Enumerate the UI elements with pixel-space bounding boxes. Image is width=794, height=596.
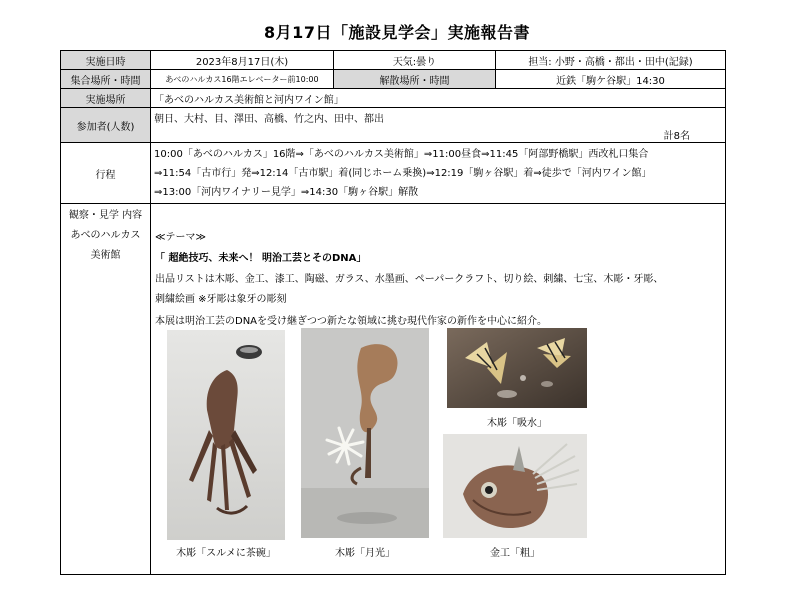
date-label: 実施日時: [61, 51, 151, 70]
row-date: [61, 51, 726, 70]
schedule-line-2: ⇒11:54「古市行」発⇒12:14「古市駅」着(同じホーム乗換)⇒12:19「駒ヶ谷駅」着⇒徒歩で「河内ワイン館」: [154, 167, 652, 179]
exhibit-items-line2: 刺繍絵画 ※牙彫は象牙の彫刻: [155, 294, 287, 305]
fish-sculpture-image: [443, 434, 587, 538]
exhibit-summary: 本展は明治工芸のDNAを受け継ぎつつ新たな領域に挑む現代作家の新作を中心に紹介。: [155, 316, 548, 327]
meet-value: あべのハルカス16階エレベーター前10:00: [151, 70, 334, 89]
place-value: 「あべのハルカス美術館と河内ワイン館」: [151, 89, 726, 108]
report-table: [60, 50, 726, 575]
date-value: 2023年8月17日(木): [151, 51, 334, 70]
observation-label-line3: 美術館: [90, 250, 121, 261]
observation-label-line2: あべのハルカス: [70, 230, 141, 241]
participants-count: 計8名: [663, 131, 690, 142]
row-observation: [61, 204, 726, 575]
participants-cell: [151, 108, 726, 143]
participants-label: 参加者(人数): [61, 108, 151, 143]
schedule-cell: [151, 143, 726, 204]
participants-names: 朝日、大村、目、澤田、高橋、竹之内、田中、都出: [154, 114, 384, 125]
schedule-label: 行程: [61, 143, 151, 204]
row-meeting: [61, 70, 726, 89]
photo-butterfly-sculpture: [447, 328, 587, 408]
observation-body: [151, 204, 726, 575]
caption-butterfly: 木彫「吸水」: [487, 418, 547, 429]
exhibit-items-line1: 出品リストは木彫、金工、漆工、陶磁、ガラス、水墨画、ペーパークラフト、切り絵、刺繍、七宝、木彫・牙彫、: [155, 274, 664, 285]
theme-mark: ≪テーマ≫: [155, 232, 206, 243]
squid-sculpture-image: [167, 330, 285, 540]
observation-label: [61, 204, 151, 575]
meet-label: 集合場所・時間: [61, 70, 151, 89]
dismiss-value: 近鉄「駒ケ谷駅」14:30: [496, 70, 726, 89]
row-place: [61, 89, 726, 108]
dismiss-label: 解散場所・時間: [334, 70, 496, 89]
observation-label-line1: 観察・見学 内容: [68, 210, 143, 221]
page-title: 8月17日「施設見学会」実施報告書: [264, 23, 530, 42]
caption-moon: 木彫「月光」: [335, 548, 395, 559]
place-label: 実施場所: [61, 89, 151, 108]
exhibit-title: 「 超絶技巧、未来へ！ 明治工芸とそのDNA」: [155, 253, 367, 264]
staff-value: 担当: 小野・高橋・都出・田中(記録): [496, 51, 726, 70]
row-schedule: [61, 143, 726, 204]
photo-moon-sculpture: [301, 328, 429, 538]
schedule-line-1: 10:00「あべのハルカス」16階⇒「あべのハルカス美術館」⇒11:00昼食⇒11:45「阿部野橋駅」西改札口集合: [154, 148, 649, 160]
weather-value: 天気:曇り: [334, 51, 496, 70]
caption-squid: 木彫「スルメに茶碗」: [176, 548, 276, 559]
row-participants: [61, 108, 726, 143]
photo-fish-sculpture: [443, 434, 587, 538]
photo-squid-sculpture: [167, 330, 285, 540]
butterfly-sculpture-image: [447, 328, 587, 408]
exhibit-items: [155, 270, 663, 310]
schedule-line-3: ⇒13:00「河内ワイナリー見学」⇒14:30「駒ヶ谷駅」解散: [154, 186, 419, 198]
moon-sculpture-image: [301, 328, 429, 538]
caption-fish: 金工「粗」: [490, 548, 540, 559]
